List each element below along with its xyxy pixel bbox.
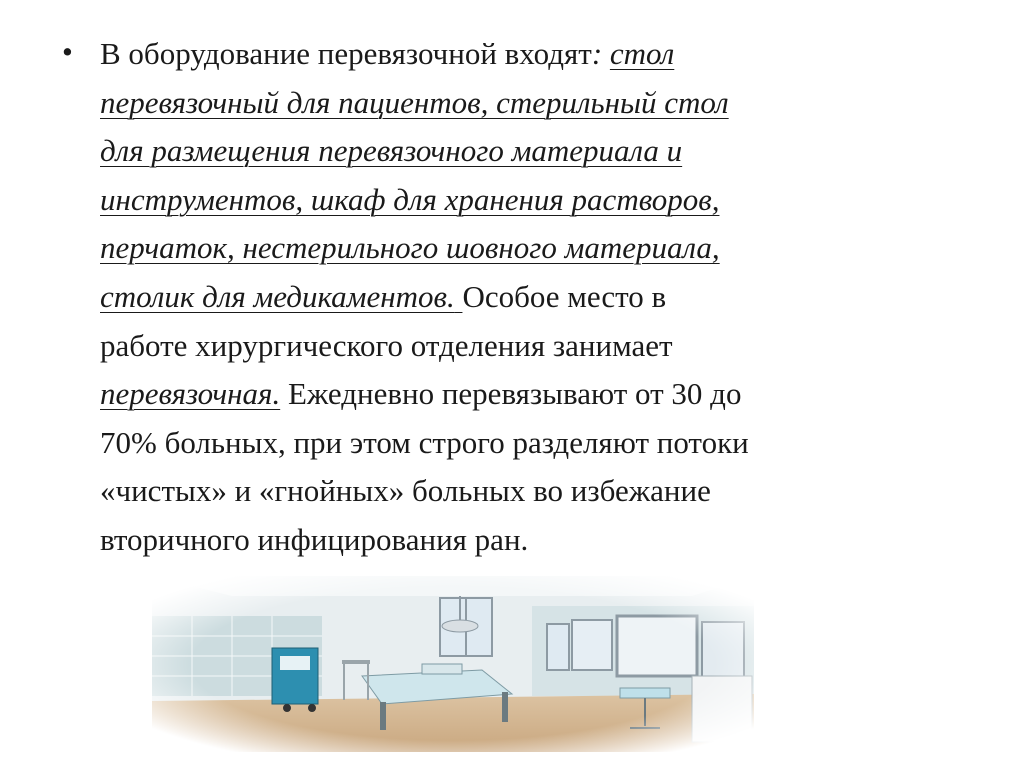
text-segment: вторичного инфицирования ран.: [100, 521, 529, 557]
text-line: [100, 79, 970, 128]
body-text: [100, 30, 970, 565]
text-segment: Особое место в: [462, 278, 667, 314]
text-line: [100, 224, 970, 273]
text-segment: стол: [609, 36, 675, 71]
text-line: [100, 322, 970, 371]
text-line: [100, 467, 970, 516]
text-segment: для размещения перевязочного материала и: [100, 133, 683, 169]
text-segment: :: [591, 36, 610, 71]
dressing-room-illustration: [152, 576, 754, 752]
text-line: [100, 30, 970, 79]
text-segment: Ежедневно перевязывают от 30 до: [280, 376, 742, 412]
text-line: [100, 176, 970, 225]
text-segment: 70% больных, при этом строго разделяют потоки: [100, 424, 749, 460]
text-line: [100, 419, 970, 468]
text-line: [100, 516, 970, 565]
text-segment: В оборудование перевязочной входят: [100, 36, 592, 71]
dressing-room-photo: [152, 576, 754, 752]
text-segment: перевязочный для пациентов, стерильный стол: [100, 84, 729, 120]
text-segment: перевязочная.: [100, 376, 281, 412]
text-segment: инструментов, шкаф для хранения растворов,: [100, 181, 720, 217]
text-line: [100, 273, 970, 322]
text-line: [100, 127, 970, 176]
text-segment: «чистых» и «гнойных» больных во избежание: [100, 473, 711, 509]
text-segment: работе хирургического отделения занимает: [100, 327, 673, 363]
bullet-marker: •: [62, 34, 73, 69]
text-segment: перчаток, нестерильного шовного материала,: [100, 230, 720, 266]
text-segment: столик для медикаментов.: [100, 278, 455, 314]
text-line: [100, 370, 970, 419]
